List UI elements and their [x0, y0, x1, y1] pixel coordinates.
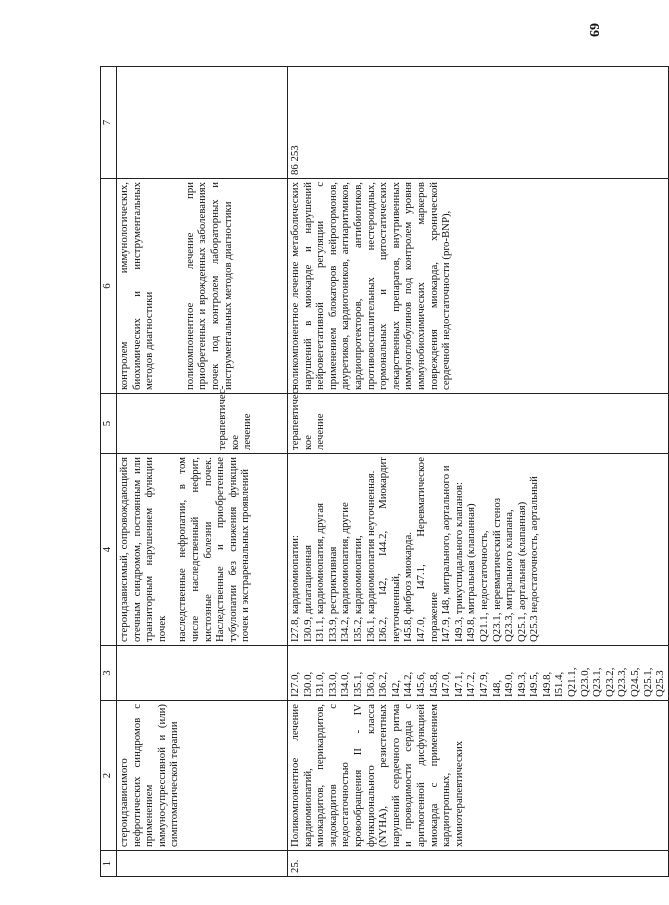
patient-model-line: I35.2, кардиомиопатии,: [351, 535, 364, 642]
patient-model-line: I47.0, I47.1, Неревматическое поражение: [414, 457, 440, 642]
patient-model-text: наследственные нефропатии, в том числе наследственный нефрит, кистозные болезни почек. Наследственные и приобретенные тубулопатии без снижения функции почек и экстраренальных проявлений: [176, 457, 252, 642]
treatment-method-text: поликомпонентное лечение при приобретенных и врожденных заболеваниях почек под контролем лабораторных и инструментальных методов диагностики: [183, 182, 234, 390]
patient-model-line: I27.8, кардиомиопатии:: [289, 534, 301, 642]
group-name-cell: стероидзависимого нефротических синдромов с применением иммуносупрессивной и (или) симптоматической терапии: [117, 701, 288, 851]
page-number: 69: [586, 23, 601, 37]
patient-model-line: I49.3, трикуспидального клапанов:: [452, 481, 465, 642]
patient-model-line: I30.9, дилатационная: [301, 545, 314, 642]
header-row: [101, 67, 117, 877]
table-row: [117, 67, 288, 877]
codes-cell: [117, 646, 288, 701]
cost-cell: 86 253: [288, 67, 669, 179]
row-number: [117, 851, 288, 877]
treatment-method-cell: [117, 179, 288, 394]
patient-model-line: Q25.1, аортальная (клапанная): [515, 501, 528, 642]
treatment-method-text: контролем иммунологических, биохимических и инструментальных методов диагностики: [118, 182, 156, 390]
treatment-table: [100, 66, 669, 877]
patient-model-line: I36.2, I42, I44.2, Миокардит неуточненный,: [377, 457, 402, 642]
treatment-type-text: терапевтичес-кое лечение: [216, 385, 254, 450]
patient-model-line: I34.2, кардиомиопатия, другие: [339, 502, 352, 642]
table-row: [288, 67, 669, 877]
group-name-cell: Поликомпонентное лечение кардиомиопатий, миокардитов, перикардитов, эндокардитов с недостаточностью кровообращения II - IV функционального класса (NYHA), резистентных нарушений сердечного ритма и проводимости сердца с аритмогенной дисфункцией миокарда с применением кардиотропных, химиотерапевтических: [288, 701, 669, 851]
codes-cell: I27.0, I30.0, I31.0, I33.0, I34.0, I35.1, I36.0, I36.2, I42, I44.2, I45.6, I45.8, I47.0, I47.1, I47.2, I47.9, I48, I49.0, I49.3, I49.5, I49.8, I51.4, Q21.1, Q23.0, Q23.1, Q23.2, Q23.3, Q24.5, Q25.1, Q25.3: [288, 646, 669, 701]
patient-model-cell: [117, 454, 288, 646]
treatment-type-cell: [117, 385, 288, 454]
row-number: 25.: [288, 851, 669, 877]
header-cell: 6: [101, 179, 117, 394]
patient-model-line: Q23.3, митрального клапана,: [503, 509, 516, 642]
treatment-type-cell: терапевтичес-кое лечение: [288, 394, 669, 454]
rotated-table-container: [100, 67, 667, 877]
cost-cell: [117, 67, 288, 179]
patient-model-line: I33.9, рестриктивная: [326, 546, 339, 642]
patient-model-line: I45.8, фиброз миокарда.: [402, 531, 415, 642]
header-cell: 3: [101, 646, 117, 701]
header-cell: 7: [101, 67, 117, 179]
patient-model-line: I47.9, I48, митрального, аортального и: [440, 465, 453, 642]
header-cell: 4: [101, 454, 117, 646]
patient-model-line: Q23.1, неревматический стеноз: [490, 497, 503, 642]
patient-model-cell: [288, 454, 669, 646]
patient-model-line: I49.8, митральная (клапанная): [465, 503, 478, 642]
patient-model-line: I31.1, кардиомиопатия, другая: [314, 503, 327, 642]
header-cell: 2: [101, 701, 117, 851]
treatment-method-cell: поликомпонентное лечение метаболических нарушений в миокарде и нарушений нейровегетативной регуляции с применением блокаторов нейрогормонов, диуретиков, кардиотоников, антиаритмиков, кардиопротекторов, антибиотиков, противовоспалительных нестероидных, гормональных и цитостатических лекарственных препаратов, внутривенных иммуноглобулинов под контролем уровня иммунобиохимических маркеров повреждения миокарда, хронической сердечной недостаточности (pro-BNP),: [288, 179, 669, 394]
header-cell: 5: [101, 394, 117, 454]
patient-model-line: I36.1, кардиомиопатия неуточненная.: [364, 470, 377, 642]
patient-model-text: стероидзависимый, сопровождающийся отечным синдромом, постоянным или транзиторным нарушением функции почек: [118, 457, 168, 642]
patient-model-line: Q25.3 недостаточность, аортальный: [528, 476, 541, 642]
header-cell: 1: [101, 851, 117, 877]
patient-model-line: Q21.1, недостаточность,: [477, 530, 490, 642]
